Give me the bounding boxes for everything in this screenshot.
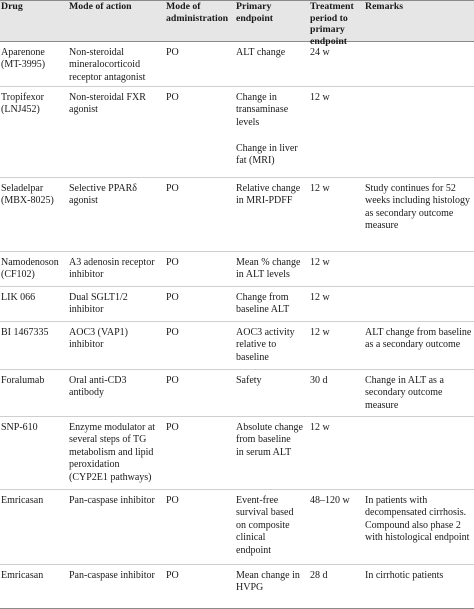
period-cell: 48–120 w [310,495,350,506]
table-row [0,178,474,252]
moa-cell: Non-steroidal mineralocorticoid receptor antagonist [69,47,146,83]
endpoint-cell: AOC3 activity relative to baseline [236,327,295,363]
header-drug: Drug [1,1,23,12]
header-remarks: Remarks [365,1,404,12]
table-header [0,0,474,47]
header-mode-of-action: Mode of action [69,1,132,12]
period-cell: 24 w [310,47,330,58]
admin-cell: PO [166,92,179,103]
endpoint-cell: Relative change in MRI-PDFF [236,183,301,207]
endpoint-cell: ALT change [236,47,286,58]
remarks-cell: In patients with decompensated cirrhosis. Compound also phase 2 with histological endpoint [365,495,470,544]
admin-cell: PO [166,375,179,386]
remarks-cell: ALT change from baseline as a secondary outcome [365,327,472,351]
admin-cell: PO [166,47,179,58]
drug-cell: SNP-610 [1,422,38,433]
endpoint-cell: Safety [236,375,262,386]
drug-cell: Tropifexor (LNJ452) [1,92,44,116]
table-row [0,417,474,490]
moa-cell: Oral anti-CD3 antibody [69,375,127,399]
period-cell: 12 w [310,292,330,303]
admin-cell: PO [166,327,179,338]
drug-cell: Foralumab [1,375,45,386]
drug-cell: Emricasan [1,495,44,506]
moa-cell: A3 adenosin receptor inhibitor [69,257,155,281]
period-cell: 12 w [310,183,330,194]
endpoint-cell: Mean change in HVPG [236,570,300,594]
admin-cell: PO [166,570,179,581]
drug-cell: Emricasan [1,570,44,581]
admin-cell: PO [166,292,179,303]
admin-cell: PO [166,183,179,194]
period-cell: 30 d [310,375,328,386]
endpoint-cell: Mean % change in ALT levels [236,257,301,281]
drug-cell: Seladelpar (MBX-8025) [1,183,54,207]
remarks-cell: In cirrhotic patients [365,570,444,581]
drug-cell: BI 1467335 [1,327,49,338]
table-row [0,322,474,370]
table-row [0,87,474,178]
table-row [0,252,474,287]
endpoint-cell-secondary: Change in liver fat (MRI) [236,143,298,167]
moa-cell: Non-steroidal FXR agonist [69,92,146,116]
moa-cell: Dual SGLT1/2 inhibitor [69,292,128,316]
table-row [0,287,474,322]
remarks-cell: Change in ALT as a secondary outcome measure [365,375,444,411]
endpoint-cell: Change from baseline ALT [236,292,290,316]
moa-cell: Selective PPARδ agonist [69,183,137,207]
drug-cell: LIK 066 [1,292,36,303]
drug-cell: Namodenoson (CF102) [1,257,59,281]
period-cell: 12 w [310,92,330,103]
header-mode-of-administration: Mode of administration [166,1,229,24]
table-row [0,490,474,565]
moa-cell: Pan-caspase inhibitor [69,495,155,506]
header-treatment-period: Treatment period to primary endpoint [310,1,354,47]
endpoint-cell: Event-free survival based on composite clinical endpoint [236,495,294,556]
period-cell: 12 w [310,327,330,338]
moa-cell: Pan-caspase inhibitor [69,570,155,581]
endpoint-cell: Change in transaminase levels [236,92,289,128]
endpoint-cell: Absolute change from baseline in serum ALT [236,422,303,458]
admin-cell: PO [166,422,179,433]
period-cell: 28 d [310,570,328,581]
remarks-cell: Study continues for 52 weeks including histology as secondary outcome measure [365,183,470,232]
admin-cell: PO [166,257,179,268]
header-primary-endpoint: Primary endpoint [236,1,274,24]
period-cell: 12 w [310,422,330,433]
period-cell: 12 w [310,257,330,268]
moa-cell: AOC3 (VAP1) inhibitor [69,327,128,351]
table-row [0,370,474,417]
moa-cell: Enzyme modulator at several steps of TG metabolism and lipid peroxidation (CYP2E1 pathways) [69,422,156,483]
table-row [0,42,474,87]
drug-cell: Aparenone (MT-3995) [1,47,46,71]
admin-cell: PO [166,495,179,506]
